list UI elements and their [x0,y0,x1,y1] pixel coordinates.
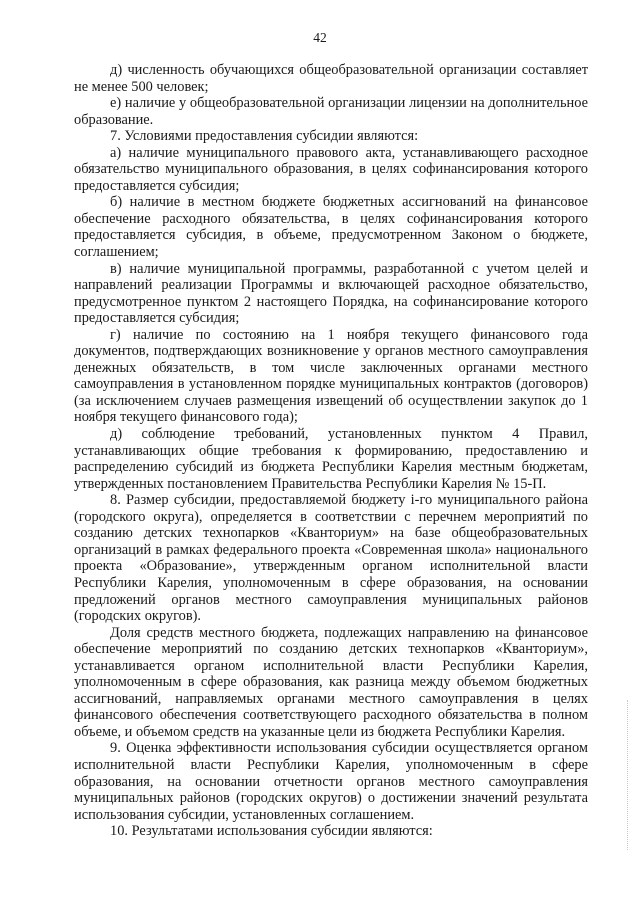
paragraph-clause-7-d: д) соблюдение требований, установленных пунктом 4 Правил, устанавливающих общие требования к формированию, предоставлению и распределению субсидий из бюджета Республики Карелия местным бюджетам, утвержденных постановлением Правительства Республики Карелия № 15-П. [74,426,588,492]
page-number: 42 [313,30,327,45]
paragraph-clause-7-g: г) наличие по состоянию на 1 ноября текущего финансового года документов, подтверждающих возникновение у органов местного самоуправления денежных обязательств, в том числе заключенных органами местного самоуправления в установленном порядке муниципальных контрактов (договоров) (за исключением случаев размещения извещений об осуществлении закупок до 1 ноября текущего финансового года); [74,326,588,426]
paragraph-clause-7-b: б) наличие в местном бюджете бюджетных ассигнований на финансовое обеспечение расходного обязательства, в целях софинансирования которого предоставляется субсидия, в объеме, предусмотренном Законом о бюджете, соглашением; [74,194,588,261]
paragraph-item-d-student-count: д) численность обучающихся общеобразовательной организации составляет не менее 500 человек; [74,62,588,95]
paragraph-clause-8: 8. Размер субсидии, предоставляемой бюджету i-го муниципального района (городского округа), определяется в соответствии с перечнем мероприятий по созданию детских технопарков «Кванториум» на базе общеобразовательных организаций в рамках федерального проекта «Современная школа» национального проекта «Образование», утвержденным органом исполнительной власти Республики Карелия, уполномоченным в сфере образования, на основании предложений органов местного самоуправления муниципальных районов (городских округов). [74,492,588,625]
document-body [74,62,588,840]
paragraph-clause-7-a: а) наличие муниципального правового акта, устанавливающего расходное обязательство муниципального образования, в целях софинансирования которого предоставляется субсидия; [74,144,588,194]
scan-edge-mark [627,700,629,850]
paragraph-clause-9: 9. Оценка эффективности использования субсидии осуществляется органом исполнительной власти Республики Карелия, уполномоченным в сфере образования, на основании отчетности органов местного самоуправления муниципальных районов (городских округов) о достижении значений результата использования субсидии, установленных соглашением. [74,740,588,823]
paragraph-item-e-license: е) наличие у общеобразовательной организации лицензии на дополнительное образование. [74,95,588,128]
paragraph-clause-10: 10. Результатами использования субсидии являются: [110,823,433,840]
paragraph-clause-7-v: в) наличие муниципальной программы, разработанной с учетом целей и направлений реализации Программы и включающей расходное обязательство, предусмотренное пунктом 2 настоящего Порядка, на софинансирование которого предоставляется субсидия; [74,260,588,327]
paragraph-local-budget-share: Доля средств местного бюджета, подлежащих направлению на финансовое обеспечение мероприятий по созданию детских технопарков «Кванториум», устанавливается органом исполнительной власти Республики Карелия, уполномоченным в сфере образования, как разница между объемом бюджетных ассигнований, направляемых органами местного самоуправления в целях финансового обеспечения соответствующего расходного обязательства в полном объеме, и объемом средств на указанные цели из бюджета Республики Карелия. [74,624,588,740]
paragraph-clause-7-heading: 7. Условиями предоставления субсидии являются: [110,128,419,145]
